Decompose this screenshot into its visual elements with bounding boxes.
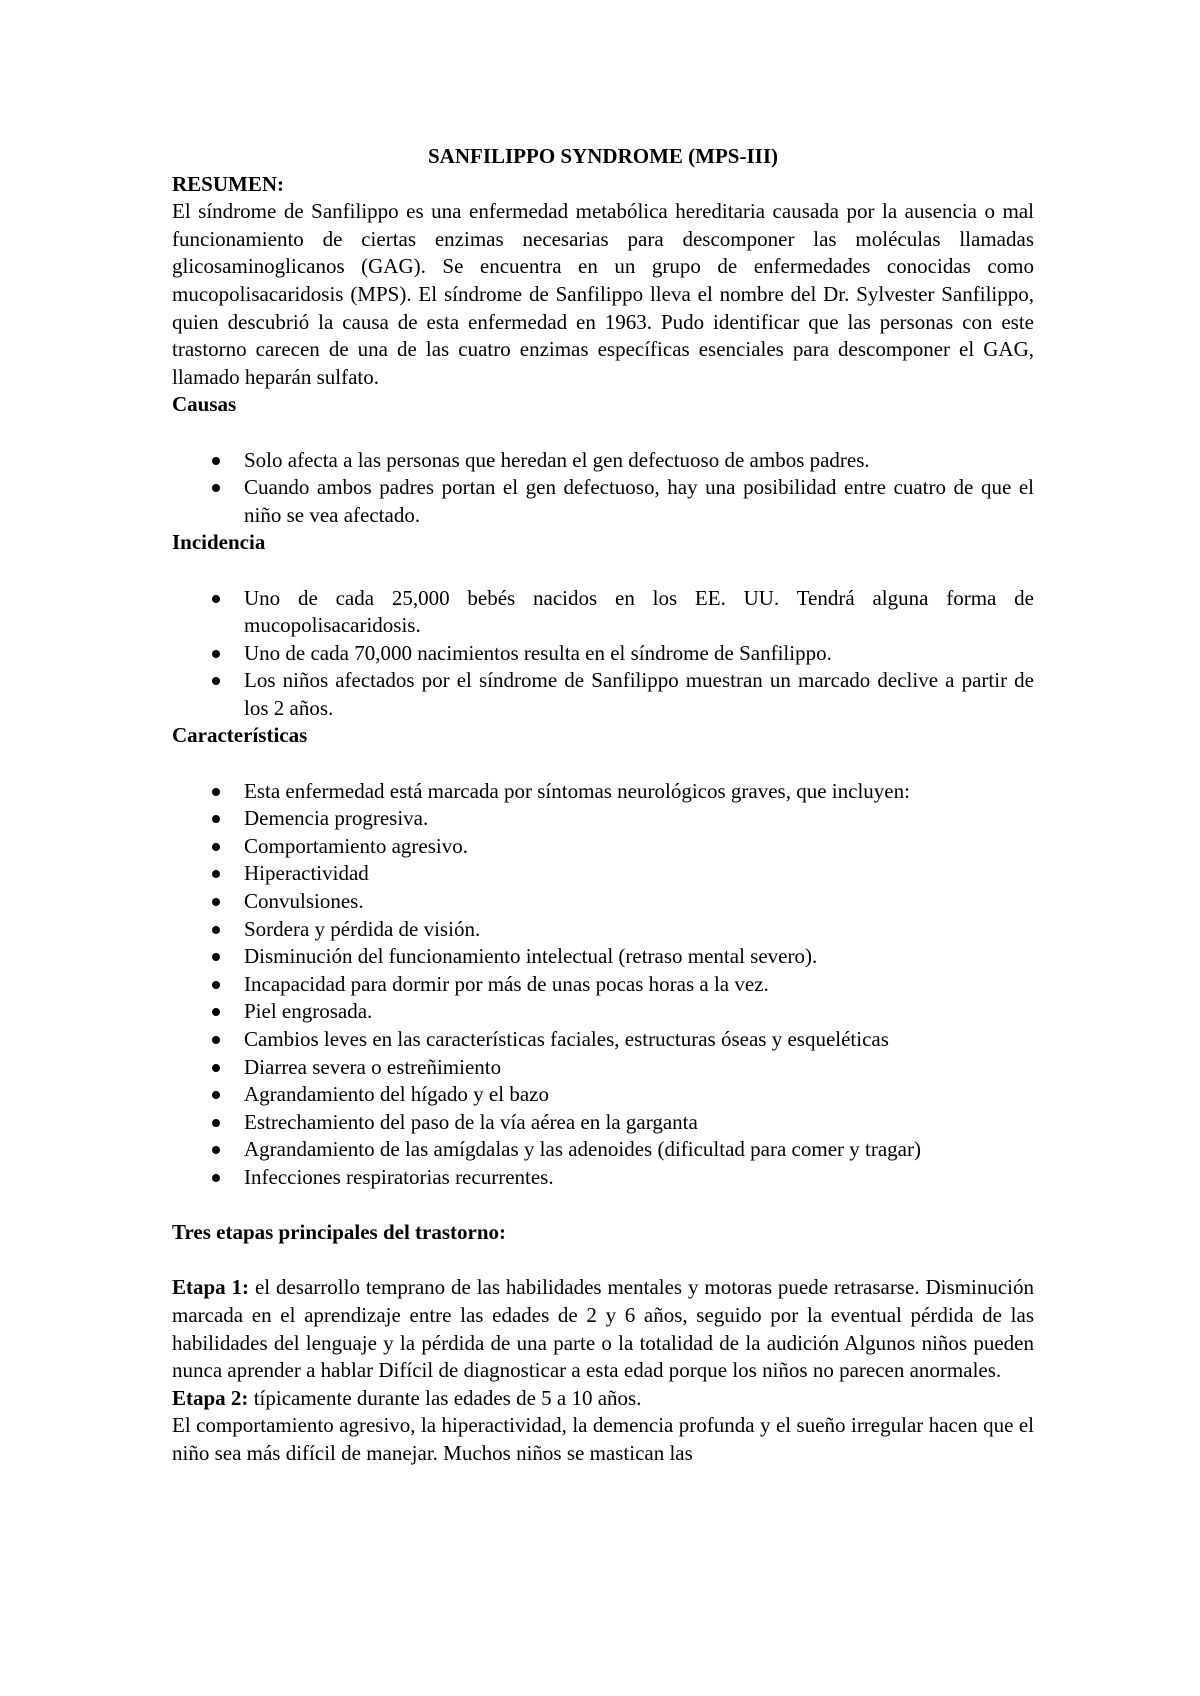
bullet-icon xyxy=(212,1008,220,1016)
list-item-text: Infecciones respiratorias recurrentes. xyxy=(244,1164,554,1189)
list-item xyxy=(172,1136,1034,1164)
bullet-icon xyxy=(212,843,220,851)
list-item-text: Uno de cada 70,000 nacimientos resulta en el síndrome de Sanfilippo. xyxy=(244,640,832,665)
bullet-icon xyxy=(212,595,220,603)
list-item-text: Sordera y pérdida de visión. xyxy=(244,916,481,941)
list-item xyxy=(172,971,1034,999)
stage-1-text: el desarrollo temprano de las habilidades mentales y motoras puede retrasarse. Disminución marcada en el aprendizaje entre las edades de 2 y 6 años, seguido por la eventual pérdida de las habilidades del lenguaje y la pérdida de una parte o la totalidad de la audición Algunos niños pueden nunca aprender a hablar Difícil de diagnosticar a esta edad porque los niños no parecen anormales. xyxy=(172,1275,1034,1383)
document-title: SANFILIPPO SYNDROME (MPS-III) xyxy=(427,144,778,168)
list-item xyxy=(172,1164,1034,1192)
causas-heading: Causas xyxy=(172,392,237,417)
bullet-icon xyxy=(212,1064,220,1072)
bullet-icon xyxy=(212,457,220,465)
bullet-icon xyxy=(212,650,220,658)
bullet-icon xyxy=(212,1036,220,1044)
document-body xyxy=(172,143,1034,1468)
causas-list xyxy=(172,447,1034,530)
list-item-text: Convulsiones. xyxy=(244,889,364,914)
list-item xyxy=(172,667,1034,722)
list-item-text: Agrandamiento de las amígdalas y las adenoides (dificultad para comer y tragar) xyxy=(244,1137,921,1162)
list-item xyxy=(172,1109,1034,1137)
list-item-text: Comportamiento agresivo. xyxy=(244,833,468,858)
list-item xyxy=(172,447,1034,475)
bullet-icon xyxy=(212,484,220,492)
list-item-text: Cambios leves en las características faciales, estructuras óseas y esqueléticas xyxy=(244,1027,889,1051)
list-item-text: Agrandamiento del hígado y el bazo xyxy=(244,1082,549,1107)
list-item xyxy=(172,998,1034,1026)
stage-1-label: Etapa 1: xyxy=(172,1275,250,1300)
list-item-text: Uno de cada 25,000 bebés nacidos en los EE. UU. Tendrá alguna forma de mucopolisacaridosis. xyxy=(244,585,1034,638)
list-item xyxy=(172,778,1034,806)
bullet-icon xyxy=(212,926,220,934)
blank-line xyxy=(172,1192,1034,1220)
list-item xyxy=(172,943,1034,971)
list-item xyxy=(172,916,1034,944)
etapas-heading: Tres etapas principales del trastorno: xyxy=(172,1220,507,1245)
resumen-heading: RESUMEN: xyxy=(172,171,285,196)
bullet-icon xyxy=(212,815,220,823)
list-item-text: Cuando ambos padres portan el gen defectuoso, hay una posibilidad entre cuatro de que el niño se vea afectado. xyxy=(244,475,1034,527)
list-item-text: Diarrea severa o estreñimiento xyxy=(244,1054,502,1079)
caracteristicas-heading: Características xyxy=(172,723,308,748)
incidencia-heading: Incidencia xyxy=(172,530,266,555)
stage-1-paragraph xyxy=(172,1274,1034,1384)
bullet-icon xyxy=(212,1091,220,1099)
bullet-icon xyxy=(212,788,220,796)
caracteristicas-list xyxy=(172,778,1034,1192)
list-item xyxy=(172,1054,1034,1082)
incidencia-list xyxy=(172,585,1034,723)
list-item xyxy=(172,860,1034,888)
list-item-text: Esta enfermedad está marcada por síntomas neurológicos graves, que incluyen: xyxy=(244,778,910,803)
bullet-icon xyxy=(212,1174,220,1182)
list-item-text: Demencia progresiva. xyxy=(244,806,429,831)
list-item xyxy=(172,888,1034,916)
list-item xyxy=(172,1081,1034,1109)
list-item xyxy=(172,585,1034,640)
list-item xyxy=(172,640,1034,668)
resumen-paragraph: El síndrome de Sanfilippo es una enfermedad metabólica hereditaria causada por la ausencia o mal funcionamiento de ciertas enzimas necesarias para descomponer las moléculas llamadas glicosaminoglicanos (GAG). Se encuentra en un grupo de enfermedades conocidas como mucopolisacaridosis (MPS). El síndrome de Sanfilippo lleva el nombre del Dr. Sylvester Sanfilippo, quien descubrió la causa de esta enfermedad en 1963. Pudo identificar que las personas con este trastorno carecen de una de las cuatro enzimas específicas esenciales para descomponer el GAG, llamado heparán sulfato. xyxy=(172,199,1034,389)
bullet-icon xyxy=(212,1146,220,1154)
bullet-icon xyxy=(212,677,220,685)
stage-2-label: Etapa 2: xyxy=(172,1385,249,1410)
list-item-text: Hiperactividad xyxy=(244,861,369,886)
list-item-text: Estrechamiento del paso de la vía aérea en la garganta xyxy=(244,1109,698,1134)
list-item-text: Disminución del funcionamiento intelectual (retraso mental severo). xyxy=(244,944,818,969)
bullet-icon xyxy=(212,981,220,989)
stage-2-description: El comportamiento agresivo, la hiperactividad, la demencia profunda y el sueño irregular hacen que el niño sea más difícil de manejar. Muchos niños se mastican las xyxy=(172,1413,1034,1465)
bullet-icon xyxy=(212,870,220,878)
list-item-text: Piel engrosada. xyxy=(244,999,373,1024)
list-item xyxy=(172,1026,1034,1054)
list-item xyxy=(172,805,1034,833)
list-item-text: Los niños afectados por el síndrome de Sanfilippo muestran un marcado declive a partir de los 2 años. xyxy=(244,668,1034,720)
list-item xyxy=(172,474,1034,529)
bullet-icon xyxy=(212,953,220,961)
list-item-text: Incapacidad para dormir por más de unas pocas horas a la vez. xyxy=(244,971,769,996)
stage-2-paragraph xyxy=(172,1385,1034,1413)
bullet-icon xyxy=(212,898,220,906)
bullet-icon xyxy=(212,1119,220,1127)
list-item xyxy=(172,833,1034,861)
blank-line xyxy=(172,1247,1034,1275)
list-item-text: Solo afecta a las personas que heredan el gen defectuoso de ambos padres. xyxy=(244,447,870,472)
stage-2-text: típicamente durante las edades de 5 a 10 años. xyxy=(248,1385,642,1410)
